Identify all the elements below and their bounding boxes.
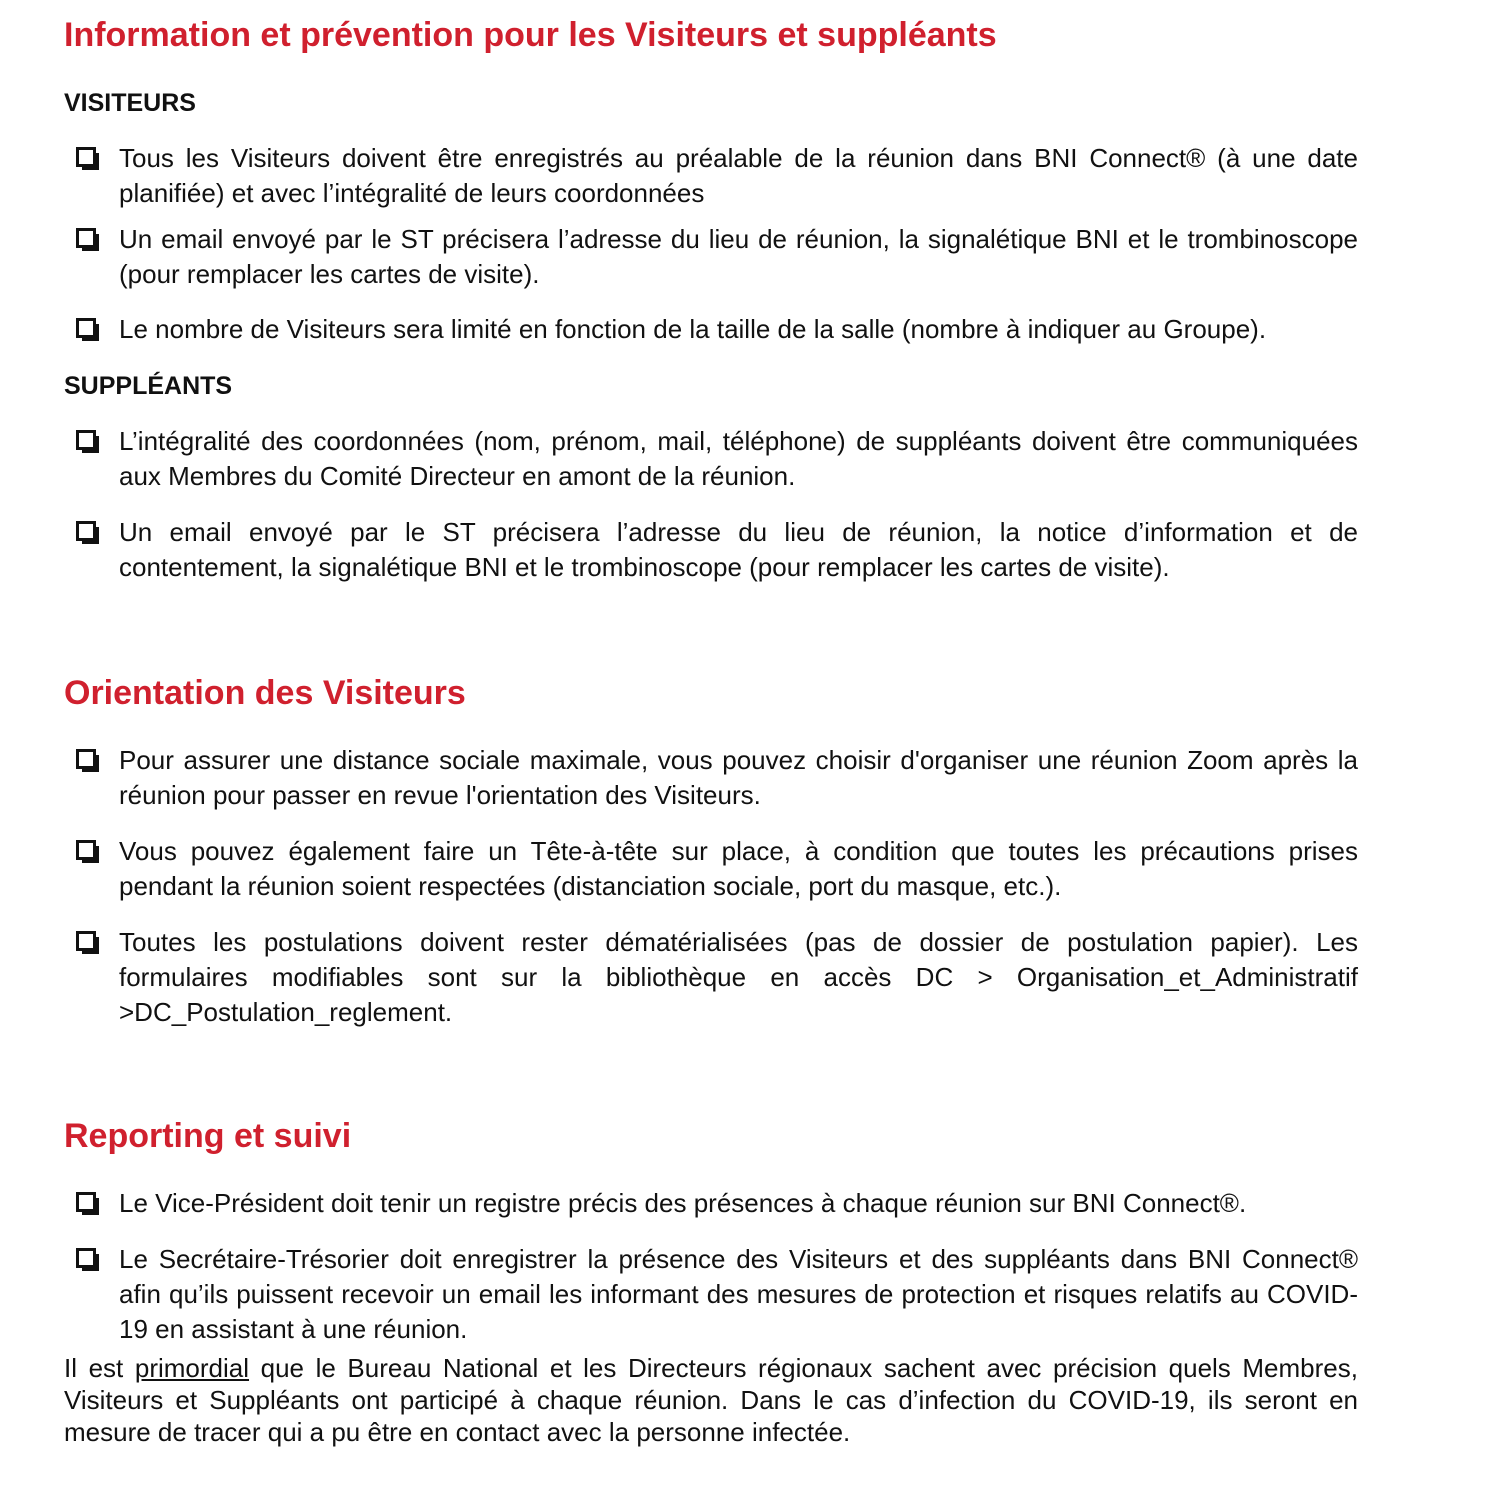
list-item-text: Le Secrétaire-Trésorier doit enregistrer la présence des Visiteurs et des suppléants dans BNI Connect® afin qu’ils puissent recevoir un email les informant des mesures de protection et risques relatifs au COVID-19 en assistant à une réunion. [119,1244,1358,1344]
subheading-suppleants: SUPPLÉANTS [64,372,233,400]
list-item-text: Pour assurer une distance sociale maximale, vous pouvez choisir d'organiser une réunion Zoom après la réunion pour passer en revue l'orientation des Visiteurs. [119,745,1358,810]
checkbox-bullet-icon [76,228,96,248]
note-emphasis: primordial [134,1353,250,1383]
checkbox-bullet-icon [76,521,96,541]
list-item-text: L’intégralité des coordonnées (nom, prénom, mail, téléphone) de suppléants doivent être communiquées aux Membres du Comité Directeur en amont de la réunion. [119,426,1358,491]
note-text-start: Il est [64,1353,135,1383]
checkbox-bullet-icon [76,931,96,951]
section-title-information: Information et prévention pour les Visiteurs et suppléants [64,16,997,54]
subheading-visiteurs: VISITEURS [64,89,196,117]
checkbox-bullet-icon [76,749,96,769]
section-title-reporting: Reporting et suivi [64,1117,352,1155]
checkbox-bullet-icon [76,318,96,338]
list-item-text: Tous les Visiteurs doivent être enregistrés au préalable de la réunion dans BNI Connect® (à une date planifiée) et avec l’intégralité de leurs coordonnées [119,143,1358,208]
checkbox-bullet-icon [76,147,96,167]
list-item-text: Le nombre de Visiteurs sera limité en fonction de la taille de la salle (nombre à indiquer au Groupe). [119,314,1267,344]
checkbox-bullet-icon [76,1192,96,1212]
list-item-text: Un email envoyé par le ST précisera l’adresse du lieu de réunion, la signalétique BNI et le trombinoscope (pour remplacer les cartes de visite). [119,224,1358,289]
checkbox-bullet-icon [76,840,96,860]
closing-note [64,1352,1358,1448]
list-item-text: Un email envoyé par le ST précisera l’adresse du lieu de réunion, la notice d’information et de contentement, la signalétique BNI et le trombinoscope (pour remplacer les cartes de visite). [119,517,1358,582]
checkbox-bullet-icon [76,1248,96,1268]
checkbox-bullet-icon [76,430,96,450]
list-item-text: Toutes les postulations doivent rester dématérialisées (pas de dossier de postulation papier). Les formulaires modifiables sont sur la bibliothèque en accès DC > Organisation_et_Administratif >DC_Postulation_reglement. [119,927,1358,1027]
list-item-text: Le Vice-Président doit tenir un registre précis des présences à chaque réunion sur BNI Connect®. [119,1188,1247,1218]
section-title-orientation: Orientation des Visiteurs [64,674,466,712]
note-text-end: que le Bureau National et les Directeurs régionaux sachent avec précision quels Membres, Visiteurs et Suppléants ont participé à chaque réunion. Dans le cas d’infection du COVID-19, ils seront en mesure de tracer qui a pu être en contact avec la personne infectée. [64,1353,1358,1447]
list-item-text: Vous pouvez également faire un Tête-à-tête sur place, à condition que toutes les précautions prises pendant la réunion soient respectées (distanciation sociale, port du masque, etc.). [119,836,1358,901]
